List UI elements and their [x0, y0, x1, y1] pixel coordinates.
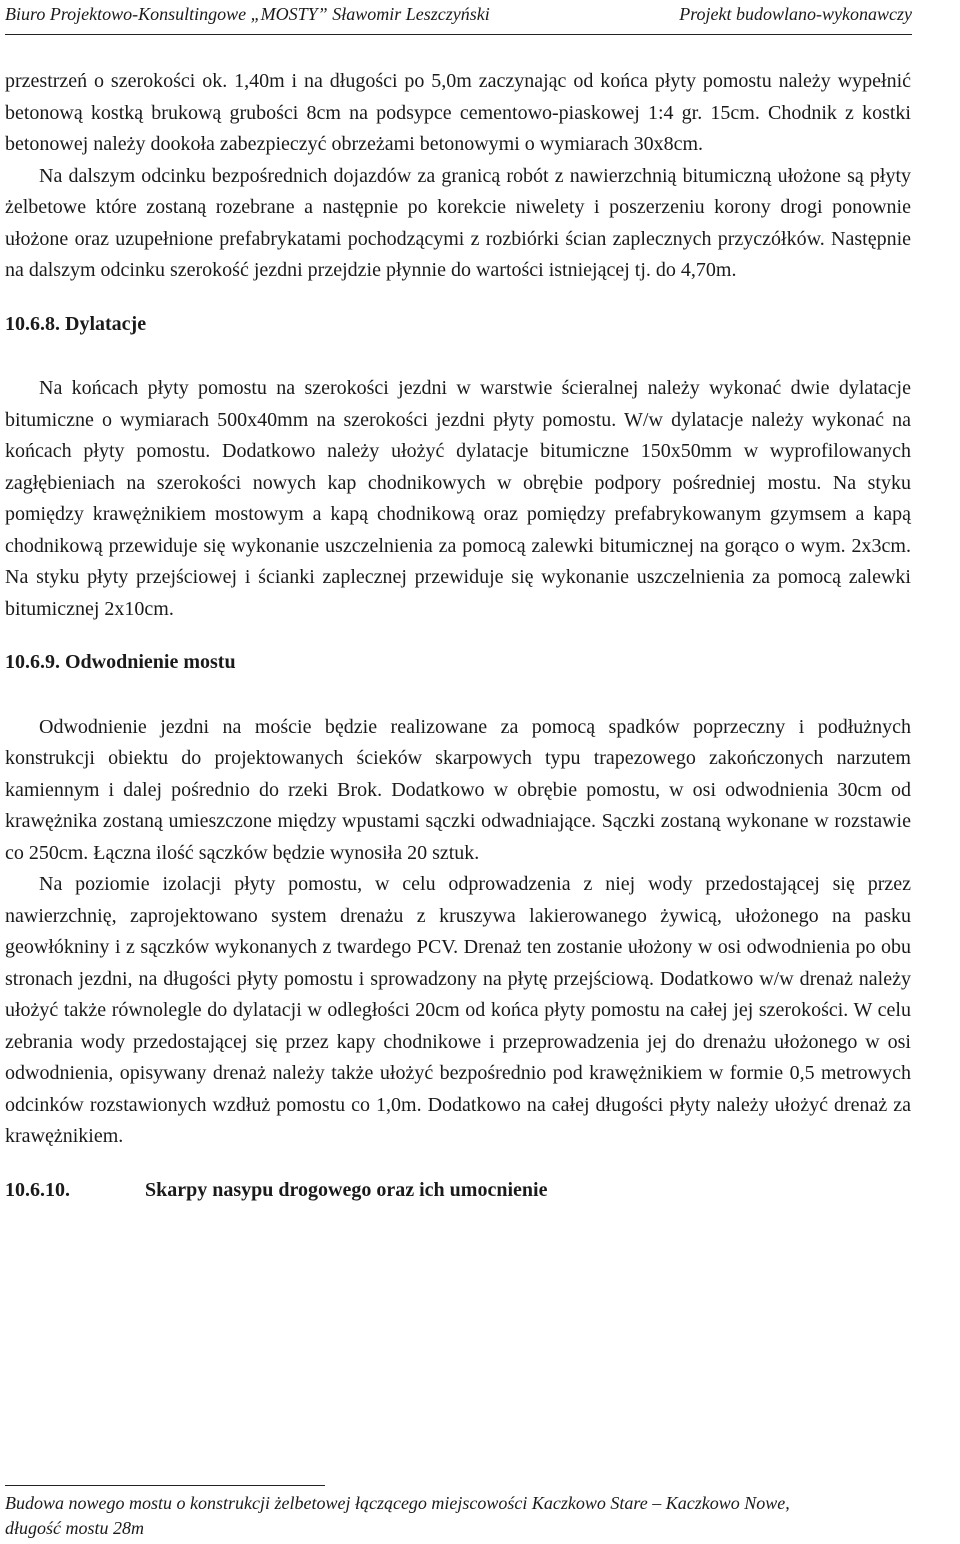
paragraph-drainage-system: Na poziomie izolacji płyty pomostu, w celu odprowadzenia z niej wody przedostającej się przez nawierzchnię, zaprojektowano system drenażu z kruszywa lakierowanego żywicą, ułożonego na pasku geowłókniny i z sączków wykonanych z twardego PCV. Drenaż ten zostanie ułożony w osi odwodnienia po obu stronach jezdni, na długości płyty pomostu i sprowadzony na płytę przejściową. Dodatkowo w/w drenaż należy ułożyć także równolegle do dylatacji w odległości 20cm od końca płyty pomostu na całej jej szerokości. W celu zebrania wody przedostającej się przez kapy chodnikowe i przeprowadzenia jej do drenażu ułożonego w osi odwodnienia, opisywany drenaż należy także ułożyć bezpośrednio pod krawężnikiem w formie 0,5 metrowych odcinków rozstawionych wzdłuż pomostu co 1,0m. Dodatkowo na całej długości płyty należy ułożyć drenaż za krawężnikiem. — [5, 873, 911, 1147]
header-project-type: Projekt budowlano-wykonawczy — [679, 4, 912, 24]
paragraph-paving: przestrzeń o szerokości ok. 1,40m i na długości po 5,0m zaczynając od końca płyty pomostu należy wypełnić betonową kostką brukową grubości 8cm na podsypce cementowo-piaskowej 1:4 gr. 15cm. Chodnik z kostki betonowej należy dookoła zabezpieczyć obrzeżami betonowymi o wymiarach 30x8cm. — [5, 70, 911, 155]
footer-divider — [5, 1485, 325, 1486]
section-heading-expansion-joints: 10.6.8. Dylatacje — [5, 312, 147, 335]
paragraph-access-roads: Na dalszym odcinku bezpośrednich dojazdów za granicą robót z nawierzchnią bitumiczną ułożone są płyty żelbetowe które zostaną rozebrane a następnie po korekcie niwelety i poszerzeniu korony drogi ponownie ułożone oraz uzupełnione prefabrykatami pochodzącymi z rozbiórki ścian zaplecznych przyczółków. Następnie na dalszym odcinku szerokość jezdni przejdzie płynnie do wartości istniejącej tj. do 4,70m. — [5, 164, 911, 281]
section-heading-embankment — [5, 1175, 911, 1207]
section-number: 10.6.10. — [5, 1178, 70, 1201]
paragraph-drainage-slopes: Odwodnienie jezdni na moście będzie realizowane za pomocą spadków poprzeczny i podłużnych konstrukcji obiektu do projektowanych ścieków skarpowych typu trapezowego zakończonych narzutem kamiennym i dalej pośrednio do rzeki Brok. Dodatkowo w obrębie pomostu, w osi odwodnienia 30cm od krawężnika zostaną umieszczone między wpustami sączki odwadniające. Sączki zostaną wykonane w rozstawie co 250cm. Łączna ilość sączków będzie wynosiła 20 sztuk. — [5, 715, 911, 864]
document-body — [5, 66, 911, 1206]
page-footer — [5, 1491, 911, 1541]
paragraph-expansion-joints: Na końcach płyty pomostu na szerokości jezdni w warstwie ścieralnej należy wykonać dwie dylatacje bitumiczne o wymiarach 500x40mm na szerokości jezdni płyty pomostu. W/w dylatacje należy wykonać na końcach płyty pomostu. Dodatkowo należy ułożyć dylatacje bitumiczne 150x50mm w wyprofilowanych zagłębieniach na szerokości nowych kap chodnikowych w obrębie podpory pośredniej mostu. Na styku pomiędzy krawężnikiem mostowym a kapą chodnikową oraz pomiędzy prefabrykowanym gzymsem a kapą chodnikową przewiduje się wykonanie uszczelnienia za pomocą zalewki bitumicznej na gorąco o wym. 2x3cm. Na styku płyty przejściowej i ścianki zaplecznej przewiduje się wykonanie uszczelnienia za pomocą zalewki bitumicznej 2x10cm. — [5, 377, 911, 620]
header-company: Biuro Projektowo-Konsultingowe „MOSTY” Sławomir Leszczyński — [5, 4, 490, 24]
footer-line-2: długość mostu 28m — [5, 1518, 144, 1538]
section-heading-drainage: 10.6.9. Odwodnienie mostu — [5, 651, 236, 673]
page-header — [5, 0, 912, 35]
section-title: Skarpy nasypu drogowego oraz ich umocnienie — [145, 1178, 548, 1201]
footer-line-1: Budowa nowego mostu o konstrukcji żelbetowej łączącego miejscowości Kaczkowo Stare – Kaczkowo Nowe, — [5, 1493, 790, 1513]
